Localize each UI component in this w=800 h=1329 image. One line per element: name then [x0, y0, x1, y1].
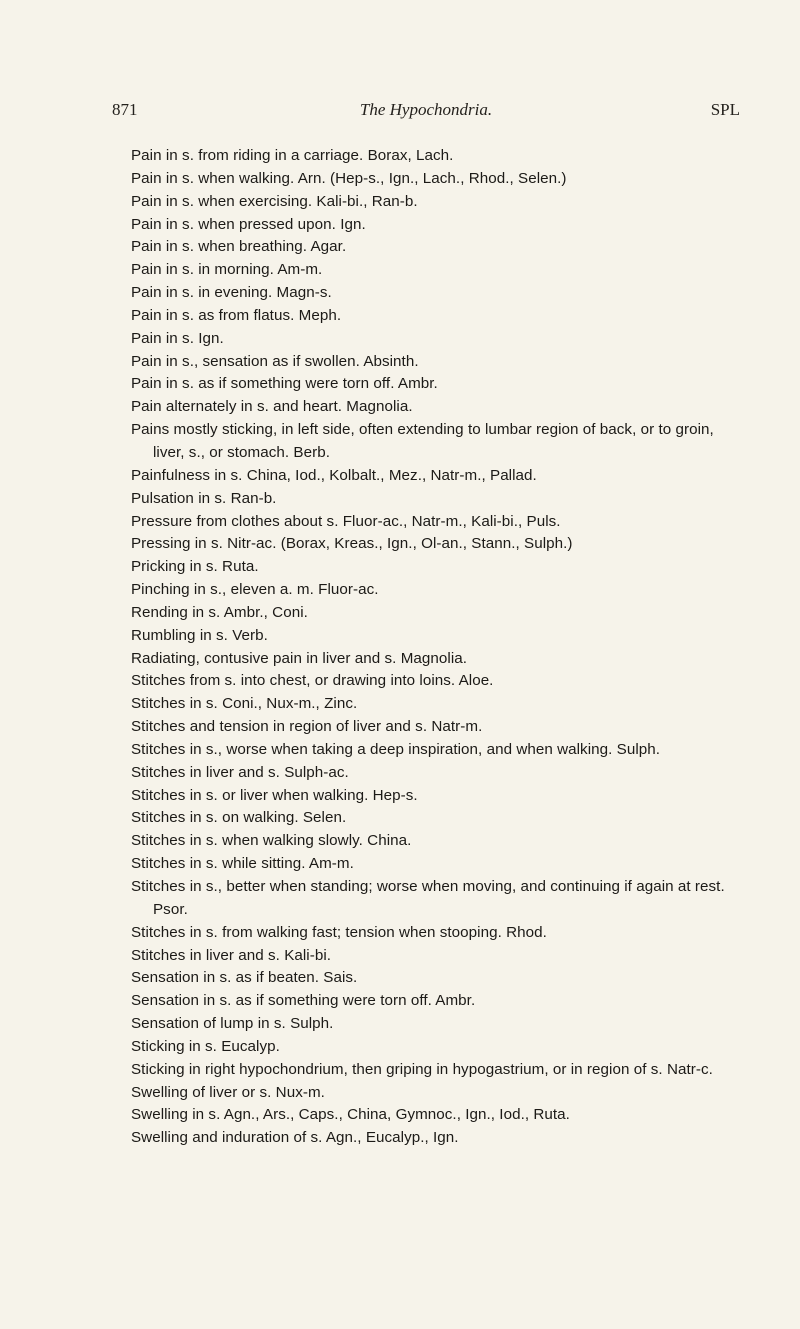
- symptom-entry: Stitches in s. from walking fast; tension when stooping. Rhod.: [131, 923, 547, 941]
- symptom-entry: Pressing in s. Nitr-ac. (Borax, Kreas., Ign., Ol-an., Stann., Sulph.): [131, 535, 573, 553]
- symptom-entry: Stitches and tension in region of liver and s. Natr-m.: [131, 718, 483, 736]
- symptom-entry: Pinching in s., eleven a. m. Fluor-ac.: [131, 581, 379, 599]
- symptom-entry: Pulsation in s. Ran-b.: [131, 489, 277, 507]
- symptom-entry: Pain in s. from riding in a carriage. Borax, Lach.: [131, 147, 454, 164]
- symptom-entry: Rumbling in s. Verb.: [131, 626, 268, 644]
- section-code: SPL: [710, 100, 740, 119]
- symptom-entry: Pressure from clothes about s. Fluor-ac., Natr-m., Kali-bi., Puls.: [131, 512, 561, 530]
- symptom-entry: Pain in s. as from flatus. Meph.: [131, 306, 342, 324]
- symptom-entry: Stitches in liver and s. Sulph-ac.: [131, 763, 349, 781]
- symptom-entry: Stitches in liver and s. Kali-bi.: [131, 946, 332, 964]
- symptom-entry: Rending in s. Ambr., Coni.: [131, 603, 308, 621]
- symptom-entry: Sensation of lump in s. Sulph.: [131, 1015, 334, 1033]
- symptom-entry: Sticking in s. Eucalyp.: [131, 1037, 280, 1055]
- symptom-entry: Stitches from s. into chest, or drawing into loins. Aloe.: [131, 672, 494, 690]
- symptom-entry: Stitches in s. on walking. Selen.: [131, 809, 347, 827]
- symptom-entry: Stitches in s., worse when taking a deep inspiration, and when walking. Sulph.: [131, 740, 661, 758]
- symptom-entry: Swelling and induration of s. Agn., Eucalyp., Ign.: [131, 1129, 459, 1147]
- symptom-entry: Sticking in right hypochondrium, then griping in hypogastrium, or in region of s. Natr-c.: [131, 1060, 713, 1078]
- symptom-entry: Pricking in s. Ruta.: [131, 558, 259, 576]
- symptom-entry: Pain in s. in morning. Am-m.: [131, 261, 323, 279]
- symptom-entry: Pain in s. as if something were torn off. Ambr.: [131, 375, 438, 393]
- symptom-entry: Stitches in s. Coni., Nux-m., Zinc.: [131, 695, 358, 713]
- symptom-entry: Pain alternately in s. and heart. Magnolia.: [131, 398, 413, 416]
- symptom-entry: Sensation in s. as if something were torn off. Ambr.: [131, 992, 476, 1010]
- page-number: 871: [112, 100, 138, 119]
- symptom-entry: Swelling of liver or s. Nux-m.: [131, 1083, 325, 1101]
- symptom-entry: Stitches in s. while sitting. Am-m.: [131, 855, 354, 873]
- symptom-list: [131, 145, 743, 1150]
- symptom-entry: Painfulness in s. China, Iod., Kolbalt., Mez., Natr-m., Pallad.: [131, 466, 537, 484]
- symptom-entry: Pains mostly sticking, in left side, often extending to lumbar region of back, or to groin, liver, s., or stomach. Berb.: [131, 421, 714, 461]
- symptom-entry: Radiating, contusive pain in liver and s. Magnolia.: [131, 649, 468, 667]
- running-head: [112, 100, 740, 124]
- symptom-entry: Pain in s. Ign.: [131, 329, 224, 347]
- symptom-entry: Sensation in s. as if beaten. Sais.: [131, 969, 358, 987]
- symptom-entry: Stitches in s. when walking slowly. China.: [131, 832, 412, 850]
- symptom-entry: Pain in s. when exercising. Kali-bi., Ran-b.: [131, 192, 418, 210]
- symptom-entry: Stitches in s., better when standing; worse when moving, and continuing if again at rest. Psor.: [131, 878, 725, 918]
- page-title: The Hypochondria.: [359, 100, 493, 119]
- symptom-entry: Pain in s. when breathing. Agar.: [131, 238, 347, 256]
- symptom-entry: Pain in s. in evening. Magn-s.: [131, 284, 332, 302]
- symptom-entry: Pain in s. when walking. Arn. (Hep-s., Ign., Lach., Rhod., Selen.): [131, 169, 567, 187]
- symptom-entry: Pain in s. when pressed upon. Ign.: [131, 215, 366, 233]
- symptom-entry: Stitches in s. or liver when walking. Hep-s.: [131, 786, 418, 804]
- symptom-entry: Swelling in s. Agn., Ars., Caps., China, Gymnoc., Ign., Iod., Ruta.: [131, 1106, 570, 1124]
- symptom-entry: Pain in s., sensation as if swollen. Absinth.: [131, 352, 419, 370]
